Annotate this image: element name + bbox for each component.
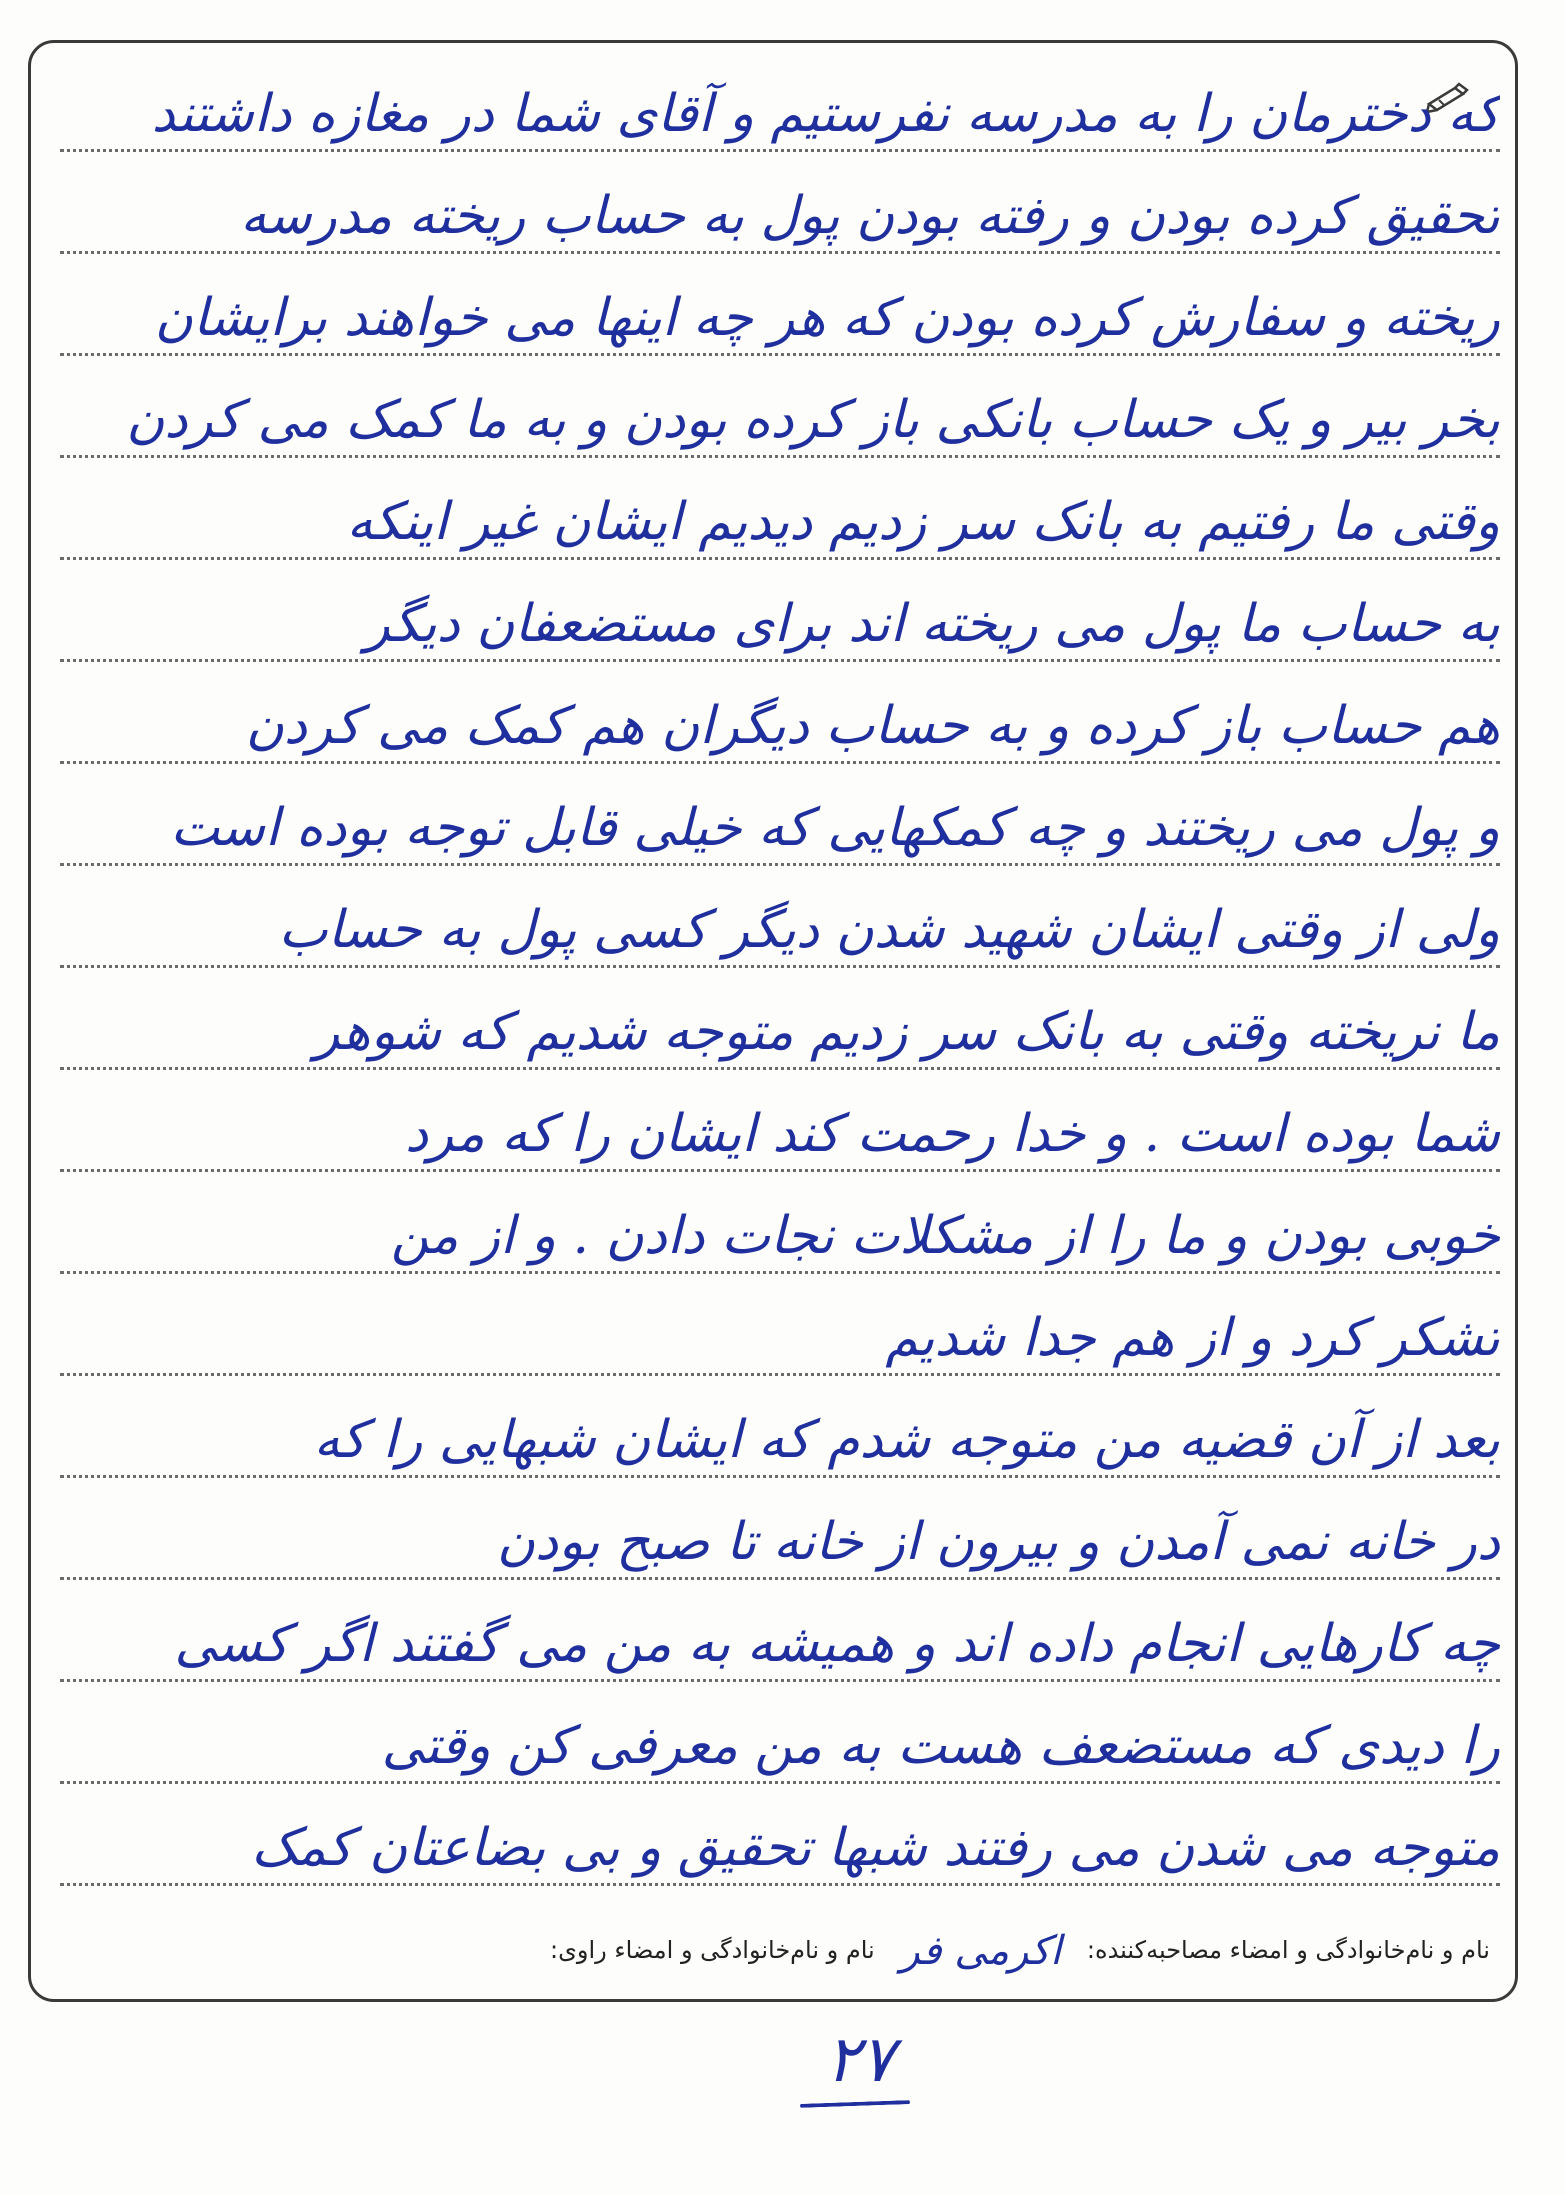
text-line [60, 1284, 1500, 1384]
text-line [60, 1488, 1500, 1588]
line-text: خوبی بودن و ما را از مشکلات نجات دادن . و از من [390, 1206, 1500, 1266]
signature-footer [60, 1920, 1490, 1980]
line-text: ریخته و سفارش کرده بودن که هر چه اینها می خواهند برایشان [154, 288, 1500, 348]
line-text: به حساب ما پول می ریخته اند برای مستضعفان دیگر [364, 594, 1500, 654]
text-line [60, 366, 1500, 466]
interviewer-label: نام و نام‌خانوادگی و امضاء مصاحبه‌کننده: [1086, 1936, 1490, 1964]
line-text: بعد از آن قضیه من متوجه شدم که ایشان شبهایی را که [313, 1410, 1500, 1470]
text-line [60, 1080, 1500, 1180]
line-text: ما نریخته وقتی به بانک سر زدیم متوجه شدیم که شوهر [314, 1002, 1500, 1062]
text-line [60, 60, 1500, 160]
line-text: هم حساب باز کرده و به حساب دیگران هم کمک می کردن [245, 696, 1500, 756]
text-line [60, 1794, 1500, 1894]
text-line [60, 1386, 1500, 1486]
text-line [60, 162, 1500, 262]
line-text: ولی از وقتی ایشان شهید شدن دیگر کسی پول به حساب [278, 900, 1500, 960]
text-line [60, 1182, 1500, 1282]
line-text: بخر بیر و یک حساب بانکی باز کرده بودن و به ما کمک می کردن [126, 390, 1500, 450]
interviewer-signature: اکرمی فر [900, 1928, 1062, 1974]
line-text: تحقیق کرده بودن و رفته بودن پول به حساب ریخته مدرسه [240, 186, 1500, 246]
line-text: متوجه می شدن می رفتند شبها تحقیق و بی بضاعتان کمک [251, 1818, 1500, 1878]
line-text: که دخترمان را به مدرسه نفرستیم و آقای شما در مغازه داشتند [151, 84, 1500, 144]
narrator-label: نام و نام‌خانوادگی و امضاء راوی: [550, 1936, 875, 1964]
line-text: را دیدی که مستضعف هست به من معرفی کن وقتی [381, 1716, 1500, 1776]
line-text: شما بوده است . و خدا رحمت کند ایشان را که مرد [405, 1104, 1500, 1164]
text-line [60, 264, 1500, 364]
text-line [60, 1692, 1500, 1792]
text-line [60, 1590, 1500, 1690]
page-number-underline [800, 2100, 910, 2108]
line-text: چه کارهایی انجام داده اند و همیشه به من می گفتند اگر کسی [174, 1614, 1500, 1674]
line-text: تشکر کرد و از هم جدا شدیم [885, 1308, 1500, 1368]
line-text: و پول می ریختند و چه کمکهایی که خیلی قابل توجه بوده است [170, 798, 1500, 858]
handwritten-lines [60, 60, 1500, 1910]
text-line [60, 978, 1500, 1078]
page-number: ۲۷ [825, 2023, 895, 2097]
line-text: وقتی ما رفتیم به بانک سر زدیم دیدیم ایشان غیر اینکه [346, 492, 1500, 552]
text-line [60, 876, 1500, 976]
line-text: در خانه نمی آمدن و بیرون از خانه تا صبح بودن [496, 1512, 1500, 1572]
text-line [60, 468, 1500, 568]
text-line [60, 774, 1500, 874]
text-line [60, 672, 1500, 772]
text-line [60, 570, 1500, 670]
